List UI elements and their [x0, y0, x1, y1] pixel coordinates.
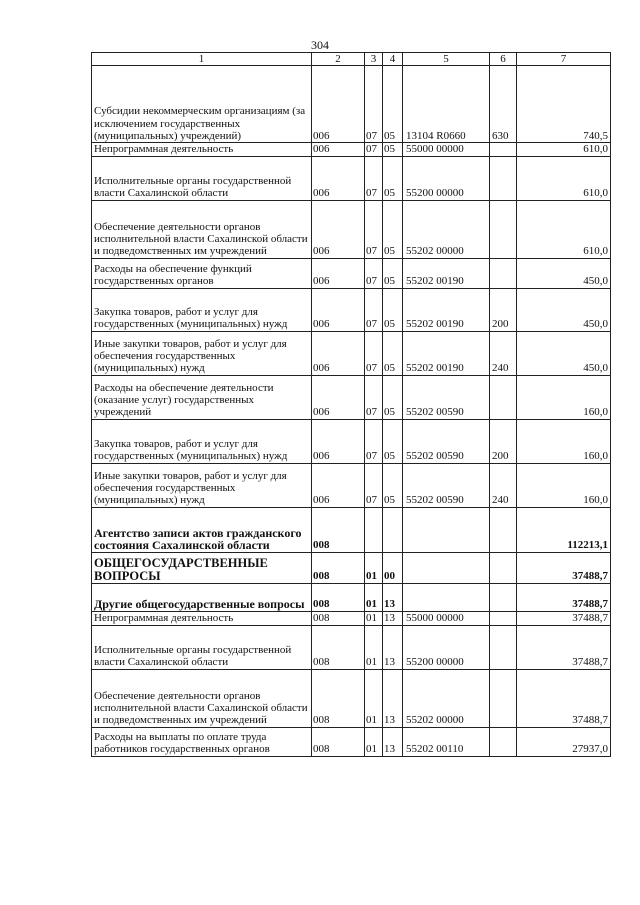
admin-code-cell: 006 — [312, 200, 365, 258]
table-row — [92, 611, 611, 625]
amount-cell: 450,0 — [517, 331, 611, 375]
admin-code-cell: 006 — [312, 66, 365, 143]
expense-type-cell — [490, 258, 517, 288]
item-name-cell: Иные закупки товаров, работ и услуг для обеспечения государственных (муниципальных) нужд — [92, 463, 312, 507]
subsection-code-cell: 05 — [383, 66, 403, 143]
section-code-cell: 01 — [365, 669, 383, 727]
table-row — [92, 66, 611, 143]
section-code-cell: 07 — [365, 331, 383, 375]
expense-type-cell — [490, 200, 517, 258]
admin-code-cell: 006 — [312, 419, 365, 463]
target-article-cell: 55200 00000 — [403, 156, 490, 200]
expense-type-cell — [490, 611, 517, 625]
item-name-cell: Субсидии некоммерческим организациям (за исключением государственных (муниципальных) учреждений) — [92, 66, 312, 143]
amount-cell: 160,0 — [517, 375, 611, 419]
item-name-cell: Закупка товаров, работ и услуг для государственных (муниципальных) нужд — [92, 288, 312, 331]
table-header-row — [92, 53, 611, 66]
item-name-cell: Непрограммная деятельность — [92, 143, 312, 156]
admin-code-cell: 008 — [312, 507, 365, 552]
admin-code-cell: 008 — [312, 625, 365, 669]
subsection-code-cell: 13 — [383, 625, 403, 669]
section-code-cell: 01 — [365, 727, 383, 756]
amount-cell: 37488,7 — [517, 552, 611, 583]
target-article-cell: 55202 00110 — [403, 727, 490, 756]
table-row — [92, 625, 611, 669]
budget-table — [91, 52, 611, 757]
expense-type-cell — [490, 583, 517, 611]
subsection-code-cell: 05 — [383, 331, 403, 375]
item-name-cell: Обеспечение деятельности органов исполнительной власти Сахалинской области и подведомственных им учреждений — [92, 669, 312, 727]
section-code-cell: 07 — [365, 419, 383, 463]
expense-type-cell — [490, 143, 517, 156]
subsection-code-cell: 05 — [383, 288, 403, 331]
target-article-cell: 55202 00190 — [403, 288, 490, 331]
expense-type-cell — [490, 669, 517, 727]
item-name-cell: Расходы на обеспечение деятельности (оказание услуг) государственных учреждений — [92, 375, 312, 419]
table-row — [92, 552, 611, 583]
admin-code-cell: 008 — [312, 611, 365, 625]
subsection-code-cell: 13 — [383, 611, 403, 625]
subsection-code-cell: 05 — [383, 463, 403, 507]
target-article-cell: 55000 00000 — [403, 143, 490, 156]
admin-code-cell: 008 — [312, 552, 365, 583]
section-code-cell: 07 — [365, 156, 383, 200]
subsection-code-cell: 05 — [383, 375, 403, 419]
target-article-cell — [403, 552, 490, 583]
expense-type-cell — [490, 625, 517, 669]
subsection-code-cell: 13 — [383, 669, 403, 727]
amount-cell: 450,0 — [517, 258, 611, 288]
item-name-cell: Обеспечение деятельности органов исполнительной власти Сахалинской области и подведомственных им учреждений — [92, 200, 312, 258]
column-header: 7 — [517, 53, 611, 66]
table-row — [92, 143, 611, 156]
target-article-cell: 13104 R0660 — [403, 66, 490, 143]
item-name-cell: Агентство записи актов гражданского состояния Сахалинской области — [92, 507, 312, 552]
expense-type-cell: 240 — [490, 463, 517, 507]
column-header: 5 — [403, 53, 490, 66]
target-article-cell: 55000 00000 — [403, 611, 490, 625]
section-code-cell: 01 — [365, 611, 383, 625]
item-name-cell: Расходы на обеспечение функций государственных органов — [92, 258, 312, 288]
expense-type-cell: 200 — [490, 419, 517, 463]
subsection-code-cell: 05 — [383, 258, 403, 288]
table-row — [92, 156, 611, 200]
admin-code-cell: 006 — [312, 143, 365, 156]
table-row — [92, 727, 611, 756]
item-name-cell: ОБЩЕГОСУДАРСТВЕННЫЕ ВОПРОСЫ — [92, 552, 312, 583]
amount-cell: 160,0 — [517, 419, 611, 463]
section-code-cell: 07 — [365, 66, 383, 143]
amount-cell: 37488,7 — [517, 611, 611, 625]
section-code-cell: 07 — [365, 143, 383, 156]
admin-code-cell: 008 — [312, 583, 365, 611]
expense-type-cell — [490, 156, 517, 200]
column-header: 1 — [92, 53, 312, 66]
target-article-cell: 55202 00190 — [403, 331, 490, 375]
subsection-code-cell: 13 — [383, 583, 403, 611]
table-row — [92, 583, 611, 611]
amount-cell: 37488,7 — [517, 625, 611, 669]
admin-code-cell: 006 — [312, 463, 365, 507]
target-article-cell: 55200 00000 — [403, 625, 490, 669]
table-row — [92, 419, 611, 463]
target-article-cell: 55202 00590 — [403, 463, 490, 507]
target-article-cell — [403, 507, 490, 552]
table-row — [92, 669, 611, 727]
item-name-cell: Исполнительные органы государственной власти Сахалинской области — [92, 625, 312, 669]
subsection-code-cell: 05 — [383, 143, 403, 156]
section-code-cell: 07 — [365, 375, 383, 419]
target-article-cell: 55202 00000 — [403, 669, 490, 727]
expense-type-cell — [490, 552, 517, 583]
amount-cell: 610,0 — [517, 200, 611, 258]
subsection-code-cell: 00 — [383, 552, 403, 583]
subsection-code-cell: 13 — [383, 727, 403, 756]
amount-cell: 610,0 — [517, 156, 611, 200]
admin-code-cell: 006 — [312, 331, 365, 375]
amount-cell: 37488,7 — [517, 669, 611, 727]
section-code-cell: 01 — [365, 552, 383, 583]
subsection-code-cell: 05 — [383, 156, 403, 200]
amount-cell: 27937,0 — [517, 727, 611, 756]
expense-type-cell — [490, 375, 517, 419]
page-number: 304 — [311, 38, 329, 52]
item-name-cell: Иные закупки товаров, работ и услуг для обеспечения государственных (муниципальных) нужд — [92, 331, 312, 375]
expense-type-cell: 200 — [490, 288, 517, 331]
target-article-cell — [403, 583, 490, 611]
section-code-cell: 07 — [365, 258, 383, 288]
subsection-code-cell: 05 — [383, 200, 403, 258]
admin-code-cell: 008 — [312, 669, 365, 727]
section-code-cell: 07 — [365, 288, 383, 331]
amount-cell: 160,0 — [517, 463, 611, 507]
expense-type-cell: 240 — [490, 331, 517, 375]
target-article-cell: 55202 00590 — [403, 419, 490, 463]
admin-code-cell: 008 — [312, 727, 365, 756]
section-code-cell: 07 — [365, 200, 383, 258]
expense-type-cell — [490, 507, 517, 552]
subsection-code-cell — [383, 507, 403, 552]
column-header: 6 — [490, 53, 517, 66]
amount-cell: 450,0 — [517, 288, 611, 331]
table-row — [92, 463, 611, 507]
table-row — [92, 200, 611, 258]
item-name-cell: Другие общегосударственные вопросы — [92, 583, 312, 611]
admin-code-cell: 006 — [312, 258, 365, 288]
subsection-code-cell: 05 — [383, 419, 403, 463]
table-row — [92, 375, 611, 419]
admin-code-cell: 006 — [312, 156, 365, 200]
amount-cell: 112213,1 — [517, 507, 611, 552]
section-code-cell: 07 — [365, 463, 383, 507]
table-row — [92, 258, 611, 288]
table-row — [92, 288, 611, 331]
amount-cell: 610,0 — [517, 143, 611, 156]
section-code-cell: 01 — [365, 625, 383, 669]
target-article-cell: 55202 00000 — [403, 200, 490, 258]
admin-code-cell: 006 — [312, 288, 365, 331]
item-name-cell: Непрограммная деятельность — [92, 611, 312, 625]
table-row — [92, 331, 611, 375]
target-article-cell: 55202 00590 — [403, 375, 490, 419]
column-header: 2 — [312, 53, 365, 66]
item-name-cell: Закупка товаров, работ и услуг для государственных (муниципальных) нужд — [92, 419, 312, 463]
table-row — [92, 507, 611, 552]
column-header: 4 — [383, 53, 403, 66]
section-code-cell — [365, 507, 383, 552]
column-header: 3 — [365, 53, 383, 66]
target-article-cell: 55202 00190 — [403, 258, 490, 288]
expense-type-cell — [490, 727, 517, 756]
item-name-cell: Исполнительные органы государственной власти Сахалинской области — [92, 156, 312, 200]
amount-cell: 740,5 — [517, 66, 611, 143]
amount-cell: 37488,7 — [517, 583, 611, 611]
expense-type-cell: 630 — [490, 66, 517, 143]
section-code-cell: 01 — [365, 583, 383, 611]
item-name-cell: Расходы на выплаты по оплате труда работников государственных органов — [92, 727, 312, 756]
admin-code-cell: 006 — [312, 375, 365, 419]
